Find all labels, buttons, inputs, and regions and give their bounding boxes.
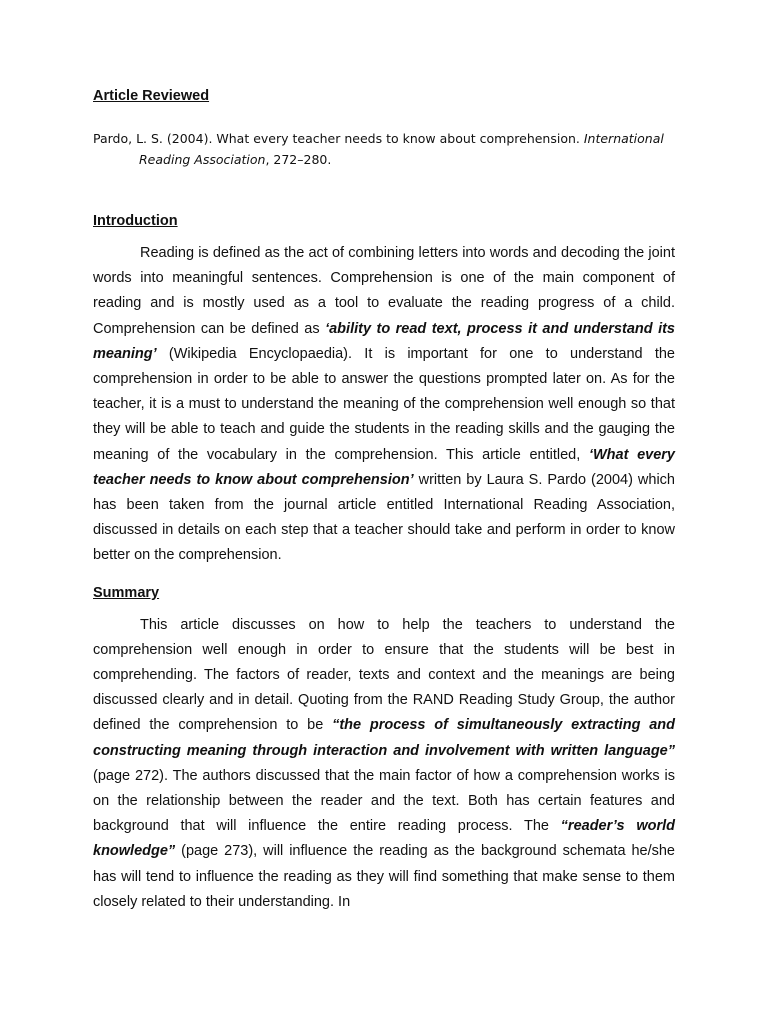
intro-text-3: written by Laura S. Pardo (2004) which has been taken from the journal article entitled International Reading Association, discussed in details on each step that a teacher should take and perform in order to know better on the comprehension. — [93, 471, 675, 564]
introduction-paragraph — [93, 241, 675, 569]
intro-text-2: (Wikipedia Encyclopaedia). It is important for one to understand the comprehension in order to be able to answer the questions prompted later on. As for the teacher, it is a must to understand the meaning of the comprehension well enough so that they will be able to teach and guide the students in the reading skills and the gauging the meaning of the vocabulary in the comprehension. This article entitled, — [93, 345, 675, 463]
citation-main: Pardo, L. S. (2004). What every teacher needs to know about comprehension. — [93, 131, 584, 146]
article-reviewed-heading: Article Reviewed — [93, 88, 210, 104]
summary-quote-1: “the process of simultaneously extracting and constructing meaning through interaction and involvement with written language” — [93, 717, 675, 759]
citation-journal: International Reading Association — [139, 131, 664, 167]
summary-paragraph — [93, 613, 675, 915]
intro-quote-2: ‘What every teacher needs to know about comprehension’ — [93, 446, 675, 488]
summary-text-2: (page 272). The authors discussed that the main factor of how a comprehension works is on the relationship between the reader and the text. Both has certain features and background that will influence the entire reading process. The — [93, 767, 675, 835]
citation-pages: , 272–280. — [265, 152, 332, 167]
summary-text-3: (page 273), will influence the reading as the background schemata he/she has will tend to influence the reading as they will find something that make sense to them closely related to their understanding. In — [93, 843, 675, 910]
introduction-heading: Introduction — [93, 213, 178, 229]
document-page — [93, 86, 675, 915]
intro-quote-1: ‘ability to read text, process it and understand its meaning’ — [93, 320, 675, 362]
citation — [93, 128, 675, 170]
summary-quote-2: “reader’s world knowledge” — [93, 818, 675, 860]
intro-text-1: Reading is defined as the act of combining letters into words and decoding the joint words into meaningful sentences. Comprehension is one of the main component of reading and is mostly used as a tool to evaluate the reading progress of a child. Comprehension can be defined as — [93, 245, 675, 337]
summary-heading: Summary — [93, 584, 160, 601]
summary-text-1: This article discusses on how to help the teachers to understand the comprehension well enough in order to ensure that the students will be best in comprehending. The factors of reader, texts and context and the meanings are being discussed clearly and in detail. Quoting from the RAND Reading Study Group, the author defined the comprehension to be — [93, 616, 675, 734]
